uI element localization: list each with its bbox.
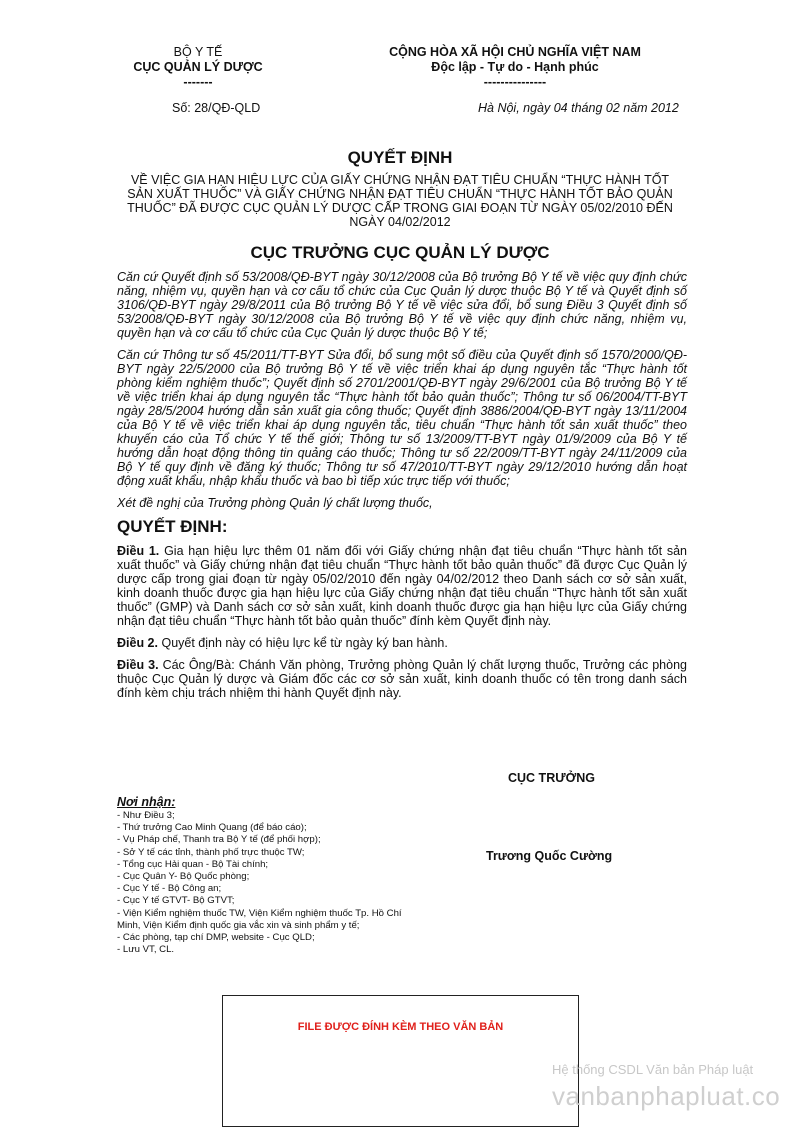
article-text: Quyết định này có hiệu lực kể từ ngày ký ban hành. <box>158 636 448 650</box>
recipient-item: - Vụ Pháp chế, Thanh tra Bộ Y tế (để phối hợp); <box>117 834 321 846</box>
watermark-site: vanbanphapluat.co <box>552 1081 781 1111</box>
recipients-list <box>117 810 402 956</box>
signer-name: Trương Quốc Cường <box>486 849 613 863</box>
recipient-item: - Cục Quân Y- Bộ Quốc phòng; <box>117 871 250 883</box>
article-2 <box>117 636 687 650</box>
national-motto: Độc lập - Tự do - Hạnh phúc <box>431 60 599 74</box>
document-body <box>117 270 687 708</box>
watermark-caption: Hệ thống CSDL Văn bản Pháp luật <box>552 1062 754 1077</box>
article-label: Điều 3. <box>117 658 159 672</box>
document-title: QUYẾT ĐỊNH <box>347 148 453 167</box>
document-number: Số: 28/QĐ-QLD <box>172 101 261 115</box>
article-text: Gia hạn hiệu lực thêm 01 năm đối với Giấy chứng nhận đạt tiêu chuẩn “Thực hành tốt sản xuất thuốc” và Giấy chứng nhận đạt tiêu chuẩn “Thực hành tốt bảo quản thuốc” đã được Cục Quản lý dược cấp trong giai đoạn từ ngày 05/02/2010 đến ngày 04/02/2012 theo Danh sách cơ sở sản xuất, kinh doanh thuốc được gia hạn hiệu lực của Giấy chứng nhận đạt tiêu chuẩn “Thực hành tốt sản xuất thuốc” (GMP) và Danh sách cơ sở sản xuất, kinh doanh thuốc được gia hạn hiệu lực của Giấy chứng nhận đạt tiêu chuẩn “Thực hành tốt bảo quản thuốc” đính kèm Quyết định này. <box>117 544 687 628</box>
recipient-item: - Sở Y tế các tỉnh, thành phố trực thuộc TW; <box>117 846 305 858</box>
recipient-item: - Như Điều 3; <box>117 810 175 821</box>
legal-bases <box>117 270 687 510</box>
recipient-item: - Viện Kiểm nghiệm thuốc TW, Viện Kiểm nghiệm thuốc Tp. Hồ Chí Minh, Viện Kiểm định quốc gia vắc xin và sinh phẩm y tế; <box>117 907 402 931</box>
issuing-agency-block <box>118 45 278 90</box>
article-1 <box>117 544 687 628</box>
left-header-rule: ------- <box>183 75 213 89</box>
recipient-item: - Cục Y tế GTVT- Bộ GTVT; <box>117 895 235 907</box>
national-header-block <box>350 45 680 90</box>
issuing-authority-title: CỤC TRƯỞNG CỤC QUẢN LÝ DƯỢC <box>250 243 550 262</box>
article-label: Điều 1. <box>117 544 160 558</box>
recipient-item: - Lưu VT, CL. <box>117 944 175 956</box>
recipient-item: - Cục Y tế - Bộ Công an; <box>117 883 222 895</box>
legal-basis-paragraph: Căn cứ Quyết định số 53/2008/QĐ-BYT ngày 30/12/2008 của Bộ trưởng Bộ Y tế về việc quy định chức năng, nhiệm vụ, quyền hạn và cơ cấu tổ chức của Cục Quản lý dược thuộc Bộ Y tế và Quyết định số 3106/QĐ-BYT ngày 29/8/2011 của Bộ trưởng Bộ Y tế về việc sửa đổi, bổ sung Điều 3 Quyết định số 53/2008/QĐ-BYT ngày 30/12/2008 của Bộ trưởng Bộ Y tế về việc quy định chức năng, nhiệm vụ, quyền hạn và cơ cấu tổ chức của Cục Quản lý dược thuộc Bộ Y tế; <box>117 270 687 340</box>
recipient-item: - Thứ trưởng Cao Minh Quang (để báo cáo); <box>117 822 307 834</box>
recipient-item: - Tổng cục Hải quan - Bộ Tài chính; <box>117 858 269 870</box>
signer-title: CỤC TRƯỞNG <box>508 771 595 785</box>
article-label: Điều 2. <box>117 636 158 650</box>
department-name: CỤC QUẢN LÝ DƯỢC <box>133 60 263 74</box>
recipient-item: - Các phòng, tạp chí DMP, website - Cục QLD; <box>117 932 315 944</box>
proposal-paragraph: Xét đề nghị của Trưởng phòng Quản lý chất lượng thuốc, <box>117 496 433 510</box>
legal-basis-paragraph: Căn cứ Thông tư số 45/2011/TT-BYT Sửa đổi, bổ sung một số điều của Quyết định số 1570/2000/QĐ-BYT ngày 22/5/2000 của Bộ trưởng Bộ Y tế về việc triển khai áp dụng nguyên tắc “Thực hành tốt phòng kiểm nghiệm thuốc”; Quyết định số 2701/2001/QĐ-BYT ngày 29/6/2001 của Bộ trưởng Bộ Y tế về việc triển khai áp dụng nguyên tắc “Thực hành tốt bảo quản thuốc”; Thông tư số 06/2004/TT-BYT ngày 28/5/2004 hướng dẫn sản xuất gia công thuốc; Quyết định 3886/2004/QĐ-BYT ngày 13/11/2004 của Bộ Y tế về việc triển khai áp dụng nguyên tắc, tiêu chuẩn “Thực hành tốt sản xuất thuốc” theo khuyến cáo của Tổ chức Y tế thế giới; Thông tư số 13/2009/TT-BYT ngày 01/9/2009 của Bộ Y tế hướng dẫn hoạt động thông tin quảng cáo thuốc; Thông tư số 22/2009/TT-BYT ngày 24/11/2009 của Bộ Y tế quy định về đăng ký thuốc; Thông tư số 47/2010/TT-BYT ngày 29/12/2010 hướng dẫn hoạt động xuất khẩu, nhập khẩu thuốc và bao bì tiếp xúc trực tiếp với thuốc; <box>117 348 687 488</box>
recipients-title: Nơi nhận: <box>117 795 176 809</box>
place-and-date: Hà Nội, ngày 04 tháng 02 năm 2012 <box>478 101 679 115</box>
attachment-notice-box[interactable] <box>222 995 579 1127</box>
right-header-rule: --------------- <box>483 75 547 89</box>
article-text: Các Ông/Bà: Chánh Văn phòng, Trưởng phòng Quản lý chất lượng thuốc, Trưởng các phòng thuộc Cục Quản lý dược và Giám đốc các cơ sở sản xuất, kinh doanh thuốc có tên trong danh sách đính kèm chịu trách nhiệm thi hành Quyết định này. <box>117 658 687 700</box>
article-3 <box>117 658 687 700</box>
document-subject: VỀ VIỆC GIA HẠN HIỆU LỰC CỦA GIẤY CHỨNG NHẬN ĐẠT TIÊU CHUẨN “THỰC HÀNH TỐT SẢN XUẤT THUỐC” VÀ GIẤY CHỨNG NHẬN ĐẠT TIÊU CHUẨN “THỰC HÀNH TỐT BẢO QUẢN THUỐC” ĐÃ ĐƯỢC CỤC QUẢN LÝ DƯỢC CẤP TRONG GIAI ĐOẠN TỪ NGÀY 05/02/2010 ĐẾN NGÀY 04/02/2012 <box>127 173 673 229</box>
decision-heading: QUYẾT ĐỊNH: <box>117 517 228 536</box>
country-name: CỘNG HÒA XÃ HỘI CHỦ NGHĨA VIỆT NAM <box>389 45 641 59</box>
attachment-notice-text[interactable]: FILE ĐƯỢC ĐÍNH KÈM THEO VĂN BẢN <box>297 1021 504 1033</box>
ministry-name: BỘ Y TẾ <box>173 45 223 59</box>
recipients-block <box>117 795 402 956</box>
